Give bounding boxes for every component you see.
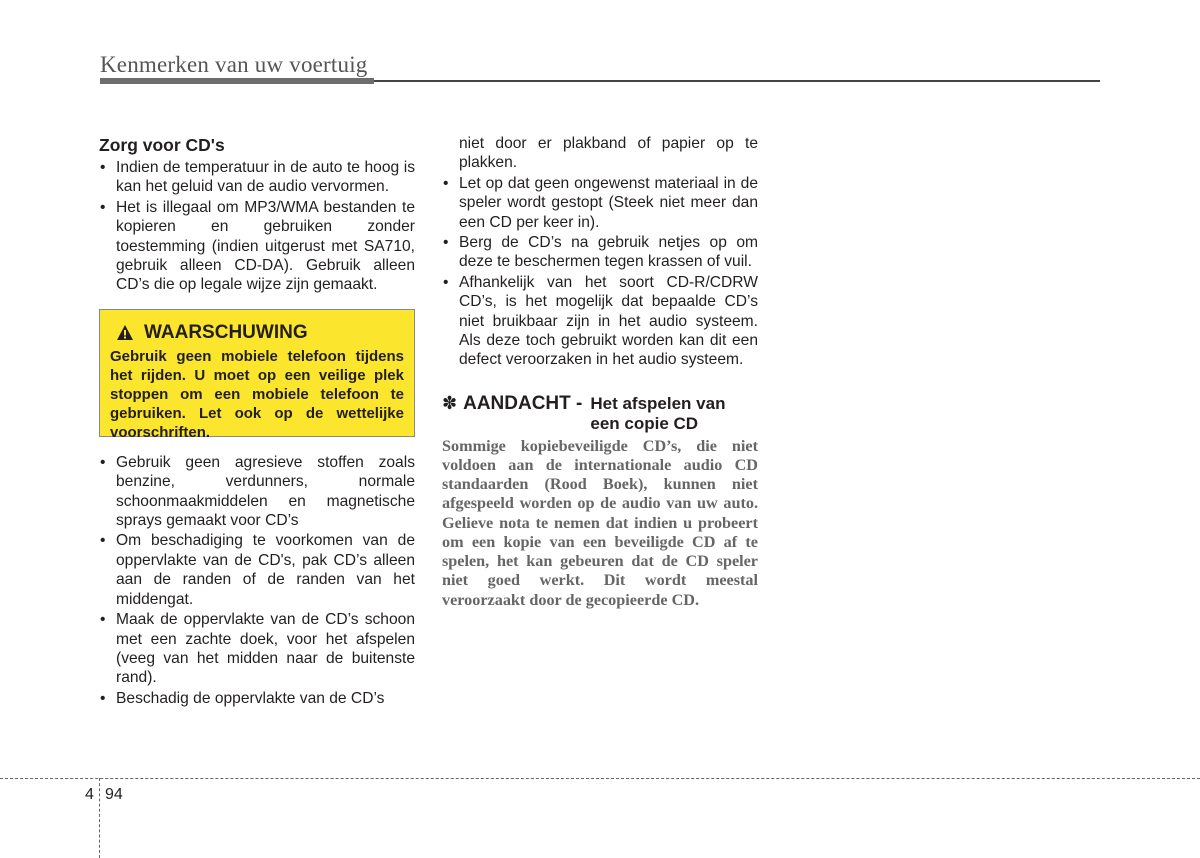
footer-vertical-divider — [99, 778, 100, 858]
list-item: • Gebruik geen agresieve stoffen zoals benzine, verdunners, normale schoonmaakmiddelen en magnetische sprays gemaakt voor CD’s — [99, 453, 415, 531]
list-item: • Let op dat geen ongewenst materiaal in de speler wordt gestopt (Steek niet meer dan een CD per keer in). — [442, 174, 758, 232]
right-column — [442, 134, 758, 610]
warning-text: Gebruik geen mobiele telefoon tijdens het rijden. U moet op een veilige plek stoppen om een mobiele telefoon te gebruiken. Let ook op de wettelijke voorschriften. — [110, 347, 404, 441]
list-item: • Indien de temperatuur in de auto te hoog is kan het geluid van de audio vervormen. — [99, 158, 415, 197]
warning-box — [99, 309, 415, 441]
page-number: 94 — [105, 786, 123, 803]
list-item: • Om beschadiging te voorkomen van de oppervlakte van de CD's, pak CD’s alleen aan de randen of de randen van het middengat. — [99, 531, 415, 609]
caution-subtitle: Het afspelen van een copie CD — [590, 393, 726, 433]
caution-text: Sommige kopiebeveiligde CD’s, die niet voldoen aan de internationale audio CD standaarden (Rood Boek), kunnen niet afgespeeld worden op de audio van uw auto. Gelieve nota te nemen dat indien u probeert om een kopie van een beveiligde CD af te spelen, het kan gebeuren dat de CD speler niet goed werkt. Dit wordt meestal veroorzaakt door de gecopieerde CD. — [442, 436, 758, 609]
caution-header — [442, 393, 758, 434]
warning-triangle-icon — [116, 324, 134, 341]
page-header-title: Kenmerken van uw voertuig — [100, 52, 368, 77]
warning-header — [110, 322, 404, 344]
bullet-list-bottom — [99, 453, 415, 708]
list-item: • Maak de oppervlakte van de CD’s schoon met een zachte doek, voor het afspelen (veeg van het midden naar de buitenste rand). — [99, 610, 415, 688]
caution-label: AANDACHT - — [463, 392, 583, 414]
asterisk-icon: ✽ — [442, 392, 458, 414]
left-column — [99, 134, 415, 709]
list-item: • Afhankelijk van het soort CD-R/CDRW CD’s, is het mogelijk dat bepaalde CD’s niet bruikbaar zijn in het audio systeem. Als deze toch gebruikt worden kan dit een defect veroorzaken in het audio systeem. — [442, 273, 758, 370]
footer-divider — [0, 778, 1200, 779]
warning-label: WAARSCHUWING — [144, 321, 308, 343]
list-item: • Berg de CD’s na gebruik netjes op om deze te beschermen tegen krassen of vuil. — [442, 233, 758, 272]
bullet-list-right — [442, 174, 758, 370]
header-rule-accent — [100, 78, 374, 84]
chapter-number: 4 — [85, 786, 94, 803]
caution-section — [442, 393, 758, 610]
list-item: • Beschadig de oppervlakte van de CD’s — [99, 689, 415, 708]
bullet-list-top — [99, 158, 415, 295]
section-title: Zorg voor CD's — [99, 135, 225, 155]
list-item: • Het is illegaal om MP3/WMA bestanden te kopieren en gebruiken zonder toestemming (indien uitgerust met SA710, gebruik alleen CD-DA). Gebruik alleen CD’s die op legale wijze zijn gemaakt. — [99, 198, 415, 295]
continued-text: niet door er plakband of papier op te plakken. — [459, 135, 758, 172]
